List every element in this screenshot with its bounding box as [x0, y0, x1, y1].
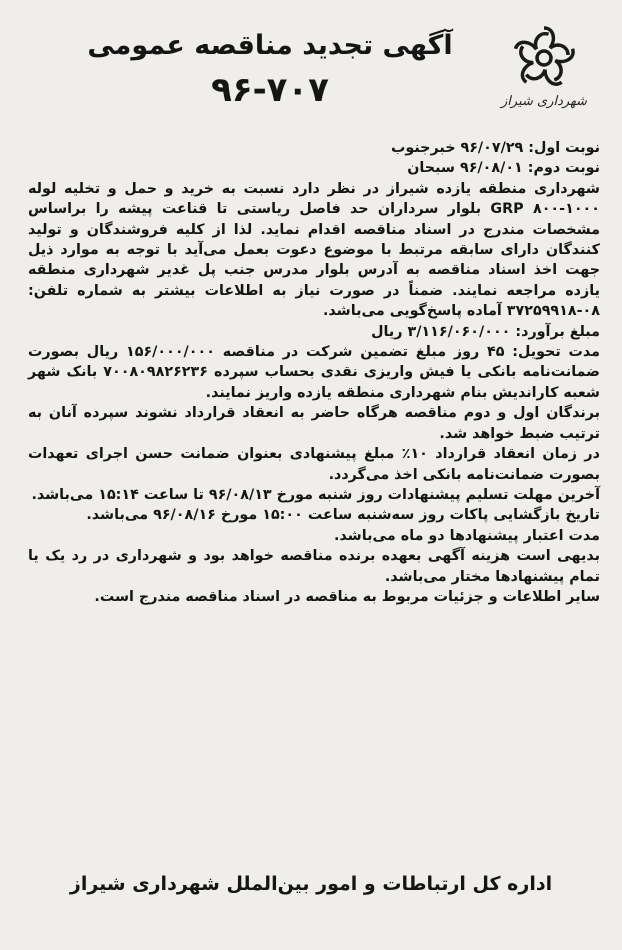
submission-deadline: آخرین مهلت تسلیم پیشنهادات روز شنبه مورخ ۹۶/۰۸/۱۳ تا ساعت ۱۵:۱۴ می‌باشد.	[31, 486, 600, 503]
flower-emblem-icon	[494, 18, 594, 96]
notice-header	[0, 0, 622, 130]
shiraz-municipality-logo	[494, 18, 594, 118]
tender-number: ۹۶-۷۰۷	[211, 70, 329, 110]
logo-caption: شهرداری شیراز	[501, 94, 587, 109]
publication-first: نوبت اول: ۹۶/۰۷/۲۹ خبرجنوب	[391, 140, 600, 156]
notice-title: آگهی تجدید مناقصه عمومی	[87, 30, 453, 61]
validity-period: مدت اعتبار پیشنهادها دو ماه می‌باشد.	[333, 527, 600, 544]
performance-guarantee: در زمان انعقاد قرارداد ۱۰٪ مبلغ پیشنهادی بعنوان ضمانت حسن اجرای تعهدات بصورت ضمانت‌نامه بانکی اخذ می‌گردد.	[28, 446, 600, 483]
publication-second: نوبت دوم: ۹۶/۰۸/۰۱ سبحان	[407, 160, 600, 177]
other-information: سایر اطلاعات و جزئیات مربوط به مناقصه در اسناد مناقصه مندرج است.	[94, 588, 600, 605]
delivery-and-guarantee: مدت تحویل: ۴۵ روز مبلغ تضمین شرکت در مناقصه ۱۵۶/۰۰۰/۰۰۰ ریال بصورت ضمانت‌نامه بانکی یا فیش واریزی نقدی بحساب سپرده ۷۰۰۸۰۹۸۲۶۲۳۶ بانک شهر شعبه کارانديش بنام شهرداری منطقه یازده واریز نمایند.	[28, 344, 600, 401]
advertising-cost-clause: بدیهی است هزینه آگهی بعهده برنده مناقصه خواهد بود و شهرداری در رد یک یا تمام پیشنهادها مختار می‌باشد.	[28, 548, 600, 585]
tender-description: شهرداری منطقه یازده شیراز در نظر دارد نسبت به خرید و حمل و تخلیه لوله ۱۰۰۰-۸۰۰ GRP بلوار سرداران حد فاصل ریاستی تا قناعت پیشه را براساس مشخصات مندرج در اسناد مناقصه اقدام نماید. لذا از کلیه فروشندگان و تولید کنندگان دارای سابقه مرتبط با موضوع دعوت بعمل می‌آید با توجه به موارد ذیل جهت اخذ اسناد مناقصه به آدرس بلوار مدرس جنب پل غدیر شهرداری منطقه یازده مراجعه نمایند. ضمناً در صورت نیاز به اطلاعات بیشتر به شماره تلفن: ۰۸-۳۷۲۵۹۹۱۸ آماده پاسخ‌گویی می‌باشد.	[28, 180, 601, 320]
notice-body	[28, 138, 600, 607]
opening-date: تاریخ بازگشایی پاکات روز سه‌شنبه ساعت ۱۵:۰۰ مورخ ۹۶/۰۸/۱۶ می‌باشد.	[86, 507, 600, 524]
issuer-signature: اداره کل ارتباطات و امور بین‌الملل شهرداری شیراز	[69, 873, 553, 895]
estimated-amount: مبلغ برآورد: ۳/۱۱۶/۰۶۰/۰۰۰ ریال	[371, 323, 600, 340]
winner-deposit-clause: برندگان اول و دوم مناقصه هرگاه حاضر به انعقاد قرارداد نشوند سپرده آنان به ترتیب ضبط خواهد شد.	[28, 405, 600, 442]
